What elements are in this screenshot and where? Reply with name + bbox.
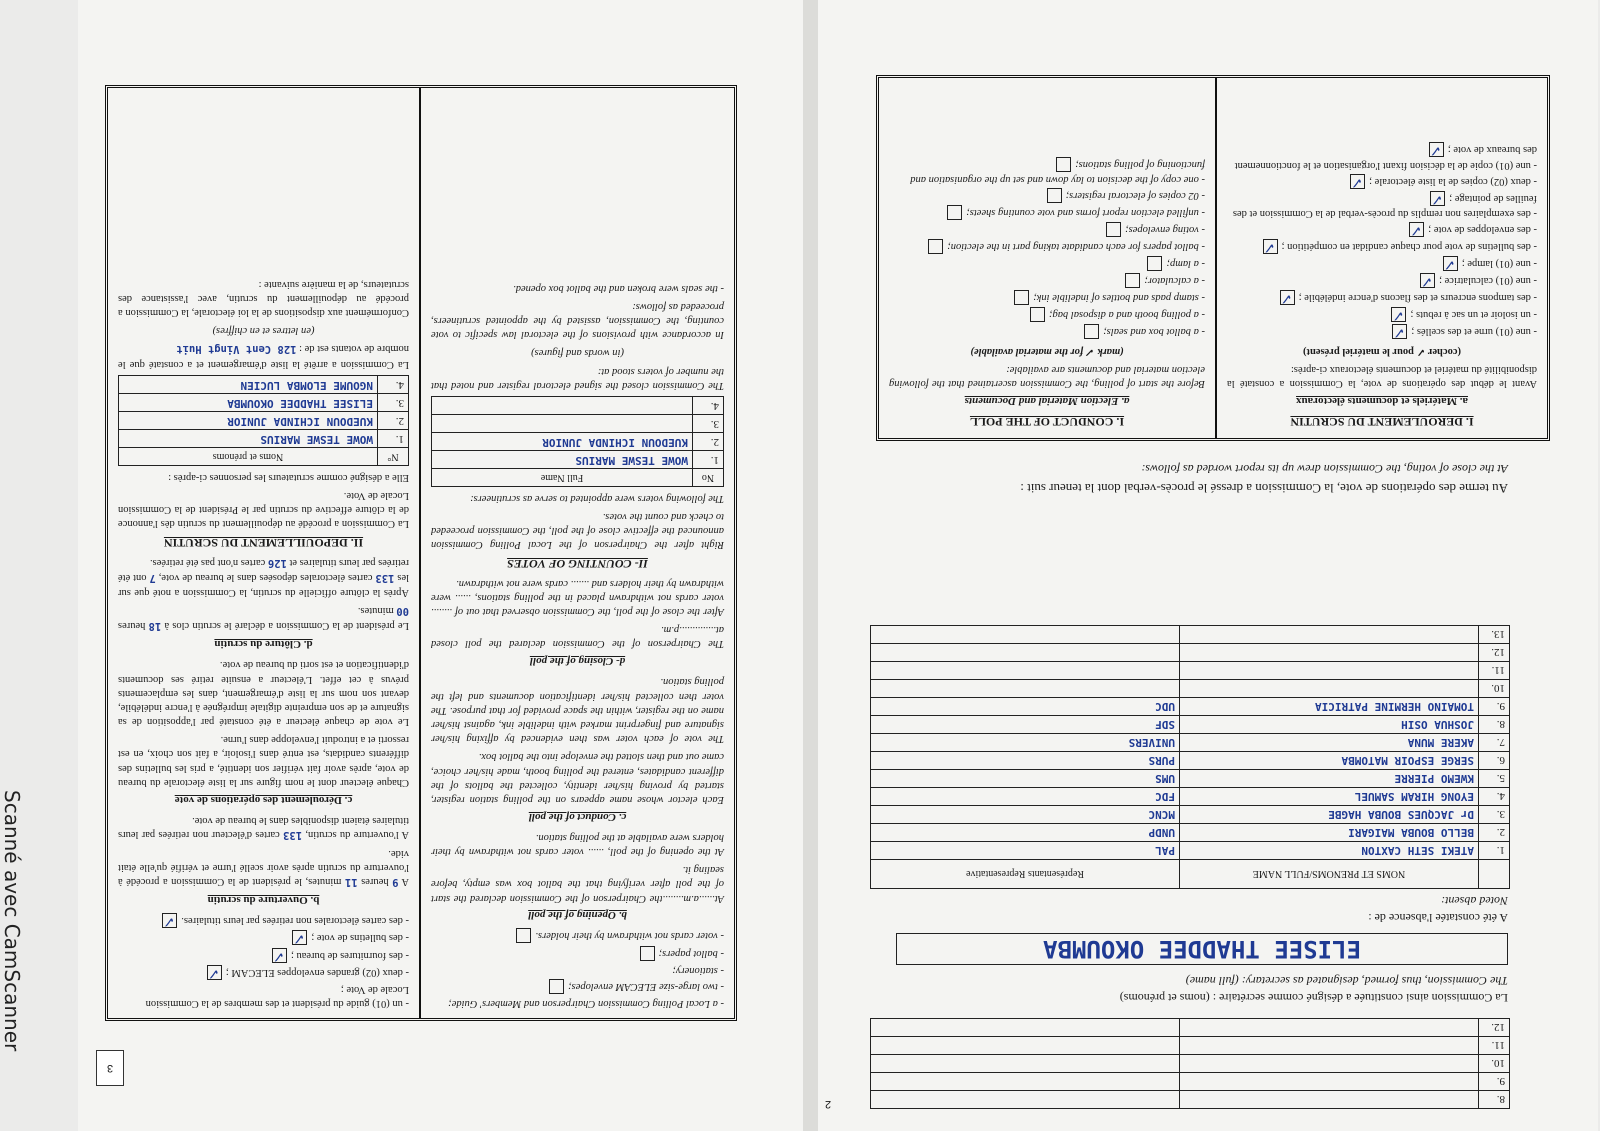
en-material-4: - ballot papers; (431, 946, 724, 961)
fr-count-p3: Conformément aux dispositions de la loi électorale, la Commission a procédé au dépouillement du scrutin, avec l'assistance des scrutateurs, de la manière suivante : (118, 278, 409, 319)
fr-material-4: - des bulletins de vote ;✓ (118, 930, 409, 945)
en-column (421, 88, 734, 1018)
fr-material-2: - deux (02) grandes enveloppes ELECAM ;✓ (118, 965, 409, 980)
fr-column (108, 88, 421, 1018)
en-material-3: - stationery; (672, 964, 724, 976)
fr-conduct-p2: Le vote de chaque électeur a été constaté par l'apposition de sa signature et de son empreinte digitale imprégnée à l'encre indélébile, devant son nom sur la liste d'émargement, dans les emplacements prévus à cet effet. L'électeur a ensuite retiré ses documents d'identification et est sorti du bureau de vote. (118, 659, 409, 728)
checkbox-empty[interactable] (1056, 157, 1071, 172)
fr-material-1: - un (01) guide du président et des membres de la Commission Locale de Vote ; (145, 983, 409, 1009)
fr-conduct-title: c. Déroulement des opérations de vote (174, 793, 353, 806)
hw-close-cards: 133 (375, 571, 395, 584)
en-material-5: - voter cards not withdrawn by their holders. (431, 928, 724, 943)
en-material-2: - two large-size ELECAM envelopes; (431, 979, 724, 994)
conduct-en-sub: a. Election Material and Documents (964, 394, 1130, 407)
en-count-p3: In accordance with provisions of the electoral law specific to vote counting, the Commission, assisted by the appointed scrutineers, proceeded as follows: (431, 300, 724, 341)
table-row: 11. (871, 662, 1510, 680)
fr-conduct-p1: Chaque électeur dont le nom figure sur la liste électorale du bureau de vote, après avoir fait vérifier son identité, a pris les bulletins des différents candidats, est entré dans l'isoloir, a fait son choix, en est ressorti et a introduit l'enveloppe dans l'urne. (118, 734, 409, 788)
fr-item: - une (01) copie de la décision fixant l'organisation et le fonctionnement des bureaux de vote ;✓ (1227, 142, 1537, 171)
checkbox-checked[interactable] (1420, 273, 1435, 288)
en-opening-p2: At the opening of the poll, ...... voter cards not withdrawn by their holders were available at the polling station. (431, 831, 724, 858)
hw-close-withdrawn: 7 (149, 571, 156, 584)
table-header: NOMS ET PRENOMS/FULL NAME Représentants Representative (871, 860, 1510, 889)
representatives-table (870, 625, 1510, 889)
checkbox-checked[interactable] (292, 931, 307, 946)
table-row: 11. (871, 1037, 1510, 1055)
scanner-watermark (0, 790, 56, 1090)
table-row: 4. NGOUME ELOMBA LUCIEN (119, 375, 409, 393)
checkbox-empty[interactable] (1084, 324, 1099, 339)
checkbox-empty[interactable] (1106, 222, 1121, 237)
en-item: - a polling booth and a disposal bag; (889, 307, 1205, 322)
en-materials-list (431, 928, 724, 1010)
checkbox-checked[interactable] (1350, 174, 1365, 189)
table-row: 4. (432, 396, 724, 414)
fr-item: - deux (02) copies de la liste électorale ;✓ (1227, 174, 1537, 189)
checkbox-empty[interactable] (640, 946, 655, 961)
report-fr: Au terme des opérations de vote, la Commission a dressé le procès-verbal dont la teneur suit : (1020, 481, 1508, 496)
fr-opening-p1: A 9 heures 11 minutes, le président de la Commission a procédé à l'ouverture du scrutin après avoir scellé l'urne et vérifié qu'elle était vide. (117, 848, 409, 889)
checkbox-checked[interactable] (1409, 222, 1424, 237)
fr-voters-p: La Commission a arrêté la liste d'émargement et a constaté que le nombre de votants est de : 128 Cent Vingt Huit (118, 343, 409, 370)
en-opening-p1: At......a.m........the Chairperson of the Commission declared the start of the poll after verifying that the ballot box was empty, before sealing it. (431, 864, 724, 904)
en-item: - a ballot box and seals; (889, 324, 1205, 339)
en-voters-note: (in words and figures) (531, 347, 624, 359)
table-row: 7. AKERE MUNA UNIVERS (871, 734, 1510, 752)
table-row: 3. (432, 414, 724, 432)
table-row: 12. (871, 644, 1510, 662)
table-row: 12. (871, 1019, 1510, 1037)
en-conduct-p1: Each elector whose name appears on the polling station register, started by proving his/her identity, collected the ballots of the different candidates, entered the polling booth, made his/her choice, came out and then slotted the envelope into the ballot box. (431, 751, 724, 805)
checkbox-empty[interactable] (1030, 307, 1045, 322)
en-closing-p1: The Chairperson of the Commission declared the poll closed at..............p.m. (431, 624, 724, 650)
checkbox-checked[interactable] (1263, 239, 1278, 254)
fr-materials-list (118, 913, 409, 1010)
conduct-fr-intro: Avant le début des opérations de vote, la Commission a constaté la disponibilité du matériel et documents électoraux ci-après: (1227, 363, 1537, 389)
conduct-en-title: I. CONDUCT OF THE POLL (969, 415, 1125, 429)
table-row: 2. KUEDOUN ICHINDA JUNIOR (432, 432, 724, 450)
checkbox-checked[interactable] (1430, 191, 1445, 206)
en-count-title: II- COUNTING OF VOTES (507, 556, 648, 571)
table-row: 5. KWEMO PIERRE UMS (871, 770, 1510, 788)
left-page (78, 0, 803, 1131)
en-item: - voting envelopes; (889, 222, 1205, 237)
hw-voters-value: 128 Cent Vingt Huit (176, 343, 297, 356)
scanner-label: Scanné avec CamScanner (0, 790, 24, 1052)
table-row: 4. EYONG HIRAM SAMUEL FDC (871, 788, 1510, 806)
conduct-en-hint: (mark ✓ for the material available) (970, 345, 1124, 357)
conduct-fr-hint: (cocher ✓ pour le matériel présent) (1303, 345, 1461, 357)
fr-item: - une (01) urne et des scellés ;✓ (1227, 324, 1537, 339)
fr-item: - un isoloir et un sac à rebuts ;✓ (1227, 307, 1537, 322)
fr-item: - des bulletins de vote pour chaque candidat en compétition ;✓ (1227, 239, 1537, 254)
table-row: 8. (871, 1091, 1510, 1109)
en-count-p1: Right after the Chairperson of the Local Polling Commission announced the effective close of the poll, the Commission proceeded to check and count the votes. (431, 511, 724, 551)
en-item: - a calculator; (889, 273, 1205, 288)
en-count-p4: - the seals were broken and the ballot box opened. (513, 282, 724, 294)
checkbox-empty[interactable] (549, 979, 564, 994)
en-item: - unfilled election report forms and vote counting sheets; (889, 205, 1205, 220)
checkbox-checked[interactable] (1392, 324, 1407, 339)
conduct-frame (876, 75, 1550, 441)
conduct-fr-column (1215, 78, 1547, 438)
checkbox-checked[interactable] (1280, 290, 1295, 305)
en-conduct-title: c. Conduct of the poll (528, 810, 627, 823)
fr-closing-p2: Après la clôture officielle du scrutin, la Commission a noté que sur les 133 cartes électorales déposées dans le bureau de vote, 7 ont été retirées par leurs titulaires et 126 cartes n'ont pas été retirées. (117, 556, 409, 599)
conduct-fr-title: I. DEROULEMENT DU SCRUTIN (1290, 415, 1474, 429)
checkbox-empty[interactable] (1014, 290, 1029, 305)
secretary-en: The Commission, thus formed, designated as secretary: (full name) (1185, 974, 1508, 988)
secretary-name-box (896, 933, 1508, 965)
fr-material-5: - des cartes électorales non retirées par leurs titulaires.✓ (118, 913, 409, 928)
checkbox-empty[interactable] (947, 205, 962, 220)
table-row: 6. SERGE ESPOIR MATOMBA PURS (871, 752, 1510, 770)
table-row: 9. (871, 1073, 1510, 1091)
secretary-fr: La Commission ainsi constituée a désigné comme secrétaire : (noms et prénoms) (1119, 991, 1508, 1005)
table-row: 13. (871, 626, 1510, 644)
fr-item: - des exemplaires non remplis du procès-verbal de la Commission et des feuilles de pointage ;✓ (1227, 191, 1537, 220)
fr-closing-title: d. Clôture du scrutin (214, 638, 313, 651)
en-item: - 02 copies of electoral registers; (889, 188, 1205, 203)
hw-secretary-name: ELISEE THADDEE OKOUMBA (1043, 935, 1361, 963)
fr-count-p2: Elle a désigné comme scrutateurs les personnes ci-après : (168, 471, 409, 483)
table-row: 1. WOWE TESWE MARIUS (119, 429, 409, 447)
table-row: 9. TOMAINO HERMINE PATRICIA UDC (871, 698, 1510, 716)
page-number-box (818, 1090, 838, 1118)
checkbox-checked[interactable] (1391, 307, 1406, 322)
checkbox-checked[interactable] (207, 965, 222, 980)
hw-close-hour: 18 (148, 620, 162, 633)
conduct-fr-sub: a. Matériels et documents électoraux (1296, 394, 1468, 407)
en-material-1: - a Local Polling Commission Chairperson and Members' Guide; (448, 998, 724, 1009)
en-count-p2: The following voters were appointed to serve as scrutineers: (470, 492, 724, 504)
checkbox-empty[interactable] (1125, 273, 1140, 288)
checkbox-checked[interactable] (272, 948, 287, 963)
en-item: - one copy of the decision to lay down and set up the organisation and functioning of polling stations; (889, 157, 1205, 186)
absence-en: Noted absent: (1441, 894, 1508, 908)
table-row: 10. (871, 1055, 1510, 1073)
en-scrutineers-table (431, 396, 724, 487)
fr-material-3: - des fournitures de bureau ;✓ (118, 948, 409, 963)
table-row: 1. WOWE TESWE MARIUS (432, 450, 724, 468)
fr-opening-title: b. Ouverture du scrutin (207, 894, 320, 907)
hw-open-cards: 133 (283, 828, 303, 841)
checkbox-checked[interactable] (162, 913, 177, 928)
right-page-rotated (818, 0, 1598, 1131)
page-number: 2 (824, 1098, 832, 1110)
checkbox-empty[interactable] (1148, 256, 1163, 271)
fr-item: - une (01) lampe ;✓ (1227, 256, 1537, 271)
fr-count-p1: La Commission a procédé au dépouillement du scrutin dès l'annonce de la clôture effective du scrutin par le Président de la Commission Locale de Vote. (118, 490, 409, 530)
en-opening-title: b. Opening of the poll (528, 909, 627, 922)
en-closing-p2: After the close of the poll, the Commission observed that out of ........ voter cards not withdrawn placed in the polling stations, ...... were withdrawn by their holders and ....... cards were not withdrawn. (431, 577, 724, 618)
table-header: N° Noms et prénoms (119, 447, 409, 465)
fr-item: - des enveloppes de vote ;✓ (1227, 222, 1537, 237)
checkbox-empty[interactable] (516, 929, 531, 944)
conduct-en-column (879, 78, 1215, 438)
conduct-en-intro: Before the start of polling, the Commission ascertained that the following election material and documents are available: (889, 363, 1205, 389)
table-row: 3. ELISEE THADDEE OKOUMBA (119, 393, 409, 411)
hw-close-remaining: 126 (267, 556, 287, 569)
en-item: - stamp pads and bottles of indelible ink; (889, 290, 1205, 305)
checkbox-empty[interactable] (928, 239, 943, 254)
checkbox-checked[interactable] (1429, 142, 1444, 157)
absence-fr: A été constatée l'absence de : (1368, 911, 1508, 925)
en-item: - a lamp; (889, 256, 1205, 271)
table-row: 3. Dr JACQUES BOUBA HAGBE MCNC (871, 806, 1510, 824)
en-conduct-p2: The vote of each voter was then evidenced by affixing his/her signature and fingerprint marked with indelible ink, against his/her name on the register, within the space provided for that purpose. The voter then collected his/her identification documents and left the polling station. (431, 676, 724, 745)
hw-open-min: 11 (344, 876, 358, 889)
hw-close-min: 00 (396, 605, 409, 618)
fr-scrutineers-table (118, 375, 409, 466)
page-number: 3 (106, 1062, 114, 1074)
report-en: At the close of voting, the Commission drew up its report worded as follows: (1141, 462, 1508, 476)
fr-opening-p2: A l'ouverture du scrutin, 133 cartes d'électeur non retirées par leurs titulaires étaient disponibles dans le bureau de vote. (118, 814, 409, 841)
fr-item: - une (01) calculatrice ;✓ (1227, 273, 1537, 288)
table-row: 10. (871, 680, 1510, 698)
table-row: 2. BELLO BOUBA MAIGARI UNDP (871, 824, 1510, 842)
fr-count-title: II. DEPOUILLEMENT DU SCRUTIN (163, 535, 364, 550)
table-row: 8. JOSHUA OSIH SDF (871, 716, 1510, 734)
left-page-rotated (78, 0, 803, 1131)
en-closing-title: d- Closing of the poll (529, 655, 626, 668)
right-page (818, 0, 1598, 1131)
hw-open-hour: 9 (392, 876, 399, 889)
table-header: No Full Name (432, 468, 724, 486)
form-frame-left (105, 85, 737, 1021)
fr-voters-note: (en lettres et en chiffres) (212, 325, 315, 337)
fr-item: - des tampons encreurs et des flacons d'encre indélébile ;✓ (1227, 290, 1537, 305)
page-number-box (96, 1050, 124, 1086)
table-row: 2. KUEDOUN ICHINDA JUNIOR (119, 411, 409, 429)
book-spine (803, 0, 818, 1131)
fr-closing-p1: Le président de la Commission a déclaré le scrutin clos à 18 heures 00 minutes. (117, 605, 409, 633)
en-voters-p: The Commission closed the signed electoral register and noted that the number of voters stood at: (431, 365, 724, 391)
table-row: 1. ATEKI SETH CAXTON PAL (871, 842, 1510, 860)
checkbox-empty[interactable] (1047, 188, 1062, 203)
checkbox-checked[interactable] (1443, 256, 1458, 271)
top-rows-table (870, 1018, 1510, 1109)
en-item: - ballot papers for each candidate taking part in the election; (889, 239, 1205, 254)
